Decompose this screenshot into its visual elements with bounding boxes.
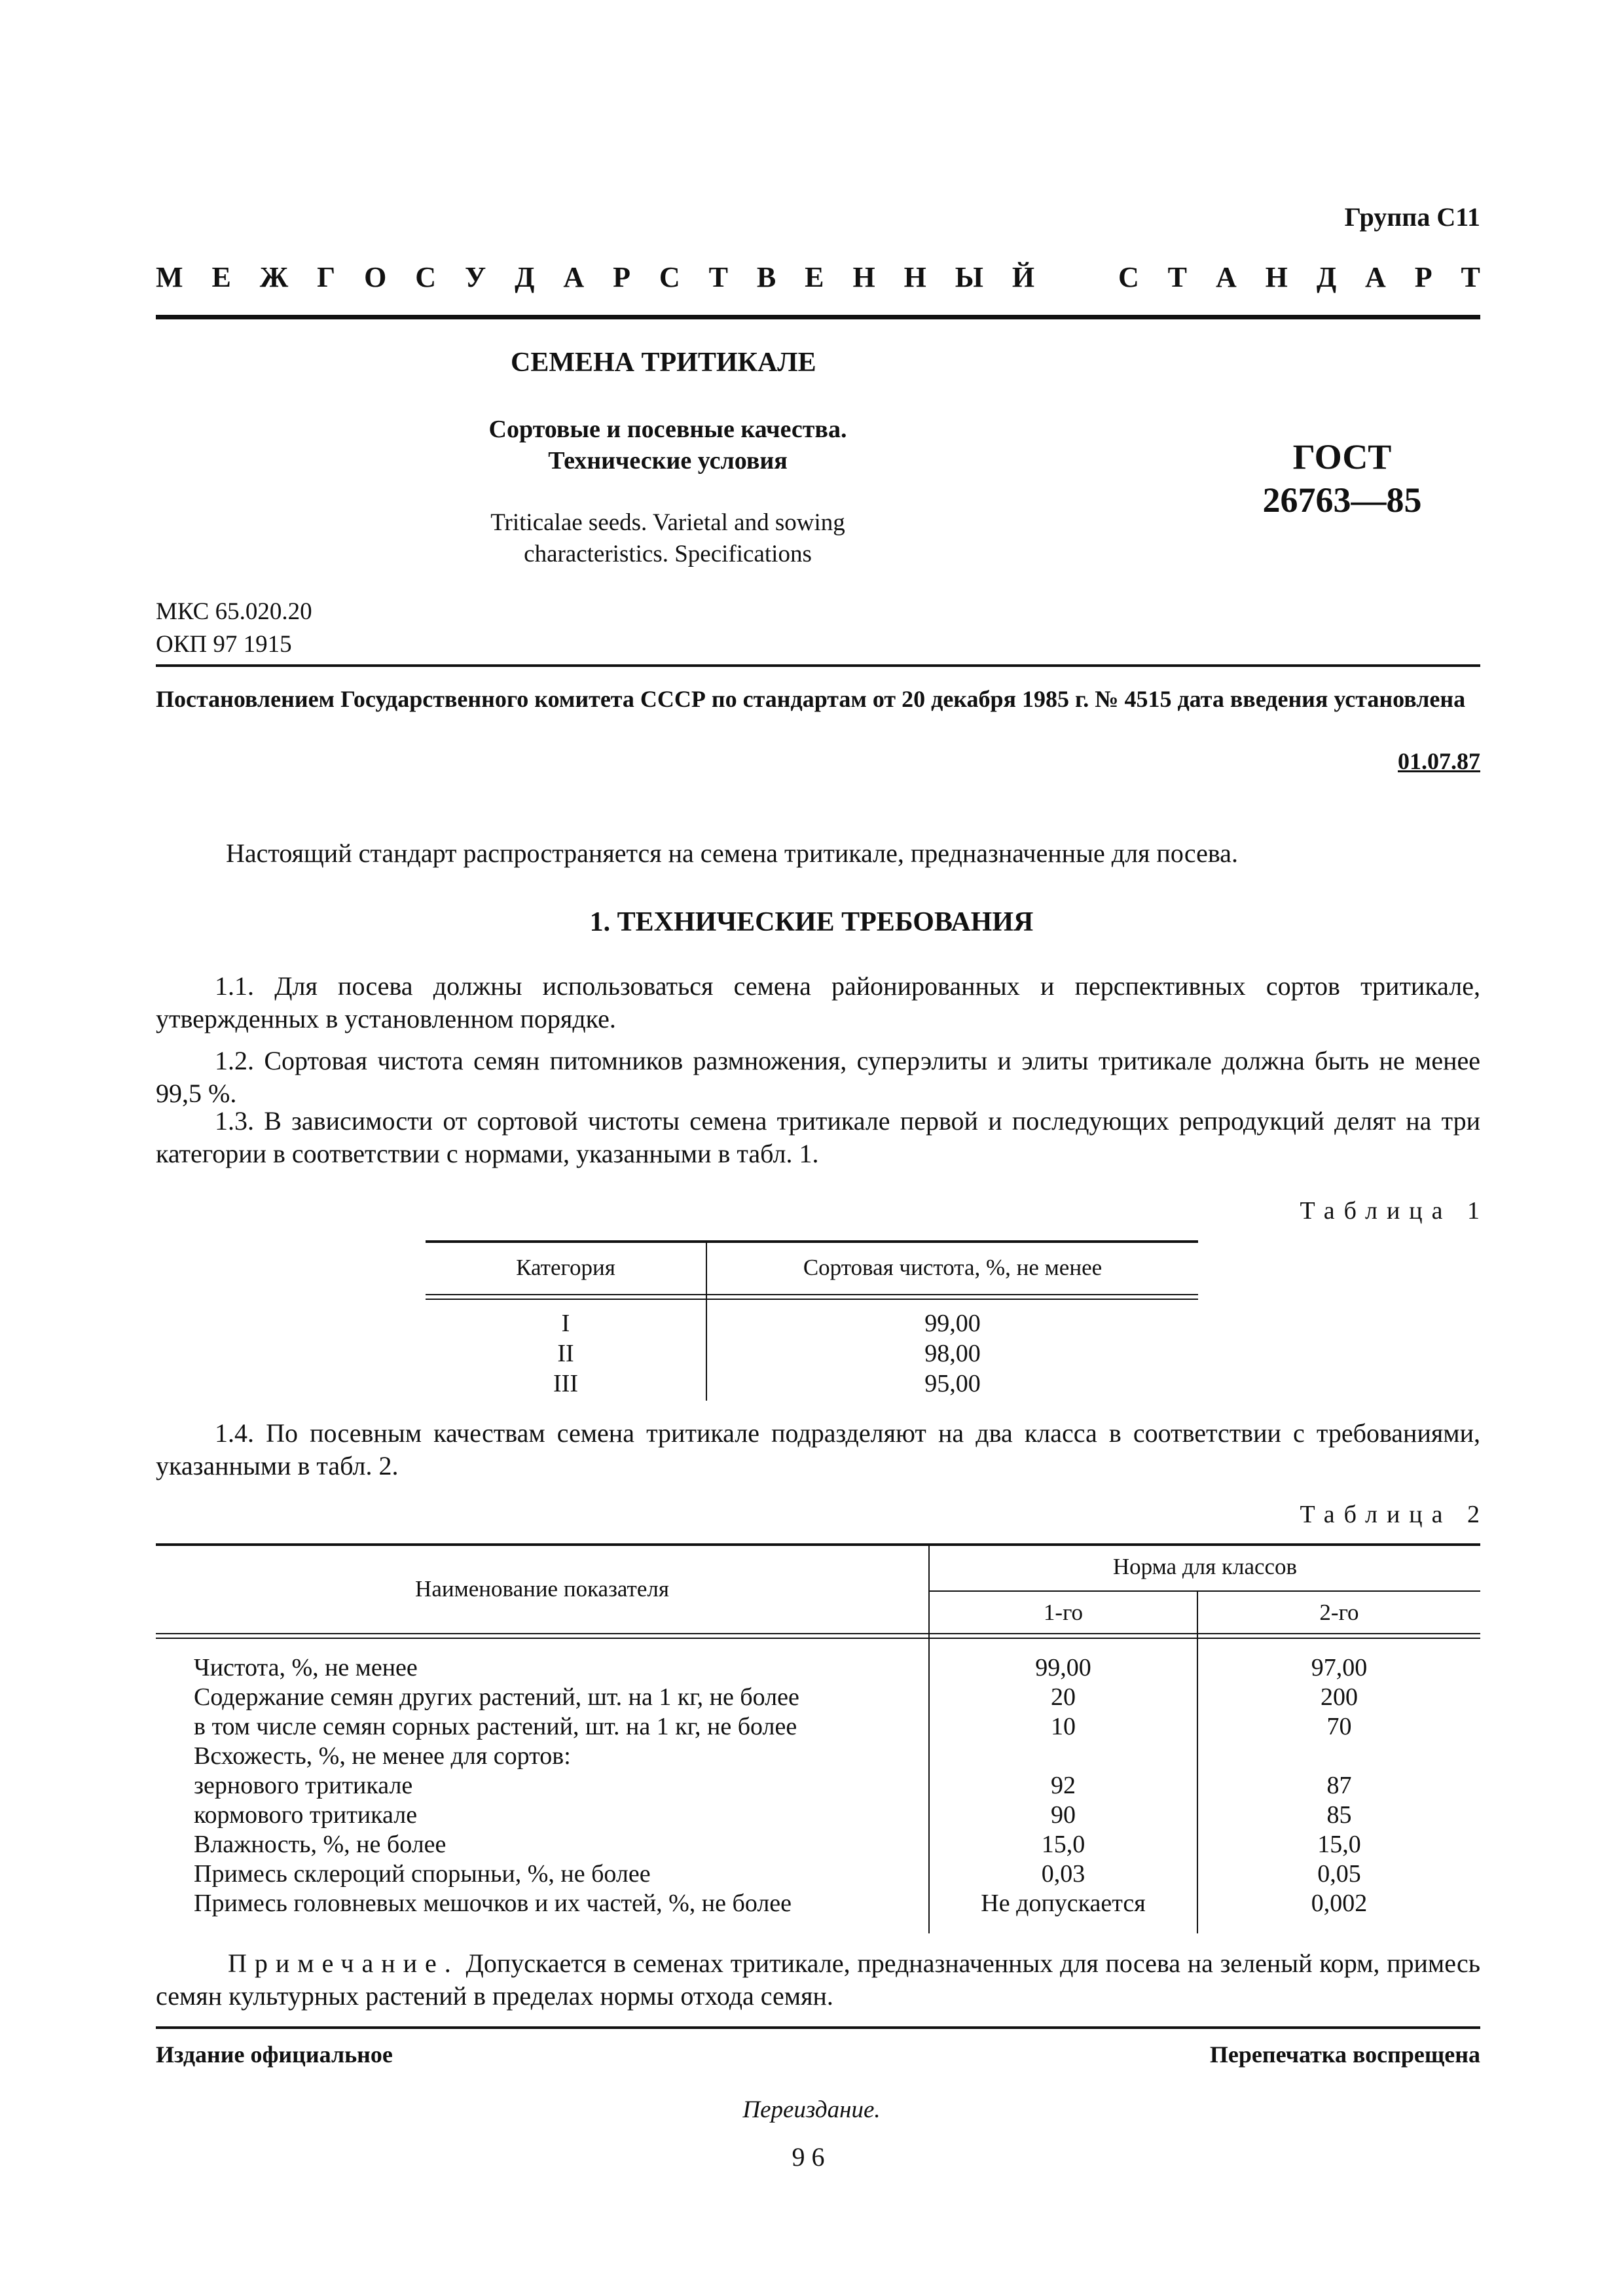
heading-letter: Н [903, 261, 926, 293]
heading-letter: С [1118, 261, 1139, 293]
heading-letter: Д [515, 261, 535, 293]
introduction-date: 01.07.87 [1398, 748, 1480, 774]
gost-code: 26763—85 [1262, 480, 1422, 520]
table-cell: 99,00 [924, 1310, 981, 1337]
table-cell: 92 [1051, 1772, 1076, 1799]
classification-codes [156, 596, 312, 661]
paragraph-1-4 [156, 1417, 1480, 1482]
gost-label: ГОСТ [1292, 437, 1392, 476]
heading-letter: Г [317, 261, 336, 293]
table-1-caption: Таблица 1 [1300, 1197, 1489, 1225]
heading-letter: М [156, 261, 183, 293]
table-row [156, 1742, 1480, 1771]
table-cell: 15,0 [1041, 1831, 1085, 1858]
heading-letter: О [364, 261, 387, 293]
header-rule [156, 315, 1480, 319]
table-cell: 95,00 [924, 1370, 981, 1397]
table-header: Наименование показателя [415, 1576, 669, 1602]
reissue-label: Переиздание. [742, 2096, 881, 2123]
table-1 [426, 1240, 1198, 1401]
table-row [156, 1683, 1480, 1712]
heading-letter: Е [805, 261, 824, 293]
table-2-caption: Таблица 2 [1300, 1501, 1489, 1528]
table-cell: 200 [1321, 1683, 1358, 1711]
table-cell: Примесь головневых мешочков и их частей, %, не более [194, 1890, 792, 1917]
section-title: 1. ТЕХНИЧЕСКИЕ ТРЕБОВАНИЯ [589, 907, 1034, 937]
footer-rule [156, 2026, 1480, 2029]
codes-rule [156, 664, 1480, 667]
subtitle-line: Технические условия [548, 447, 788, 475]
table-cell: III [553, 1370, 578, 1397]
mks-code: МКС 65.020.20 [156, 598, 312, 625]
table-row [156, 1653, 1480, 1683]
table-cell: кормового тритикале [194, 1801, 418, 1829]
table-cell: I [561, 1310, 570, 1337]
heading-letter: Й [1012, 261, 1035, 293]
reprint-notice: Перепечатка воспрещена [1209, 2041, 1480, 2068]
purity-column [707, 1308, 1198, 1399]
table-cell: 0,05 [1317, 1860, 1361, 1888]
table-header: Категория [516, 1255, 615, 1280]
table-row [156, 1889, 1480, 1918]
group-label: Группа С11 [1344, 202, 1480, 232]
table-2 [156, 1543, 1480, 1933]
table-cell: 85 [1326, 1801, 1352, 1829]
table-cell: 0,03 [1041, 1860, 1085, 1888]
table-cell: Всхожесть, %, не менее для сортов: [194, 1742, 571, 1770]
document-subtitle [419, 414, 917, 476]
english-title-line: characteristics. Specifications [524, 541, 812, 567]
paragraph-text: 1.2. Сортовая чистота семян питомников размножения, суперэлиты и элиты тритикале должна быть не менее 99,5 %. [156, 1046, 1480, 1108]
gost-number [1224, 435, 1460, 522]
table-cell: Не допускается [981, 1890, 1146, 1917]
table-note [156, 1947, 1480, 2013]
english-title-line: Triticalae seeds. Varietal and sowing [490, 509, 845, 536]
table-cell: 70 [1326, 1713, 1352, 1740]
note-text: Допускается в семенах тритикале, предназначенных для посева на зеленый корм, примесь семян культурных растений в пределах нормы отхода семян. [156, 1948, 1480, 2011]
paragraph-1-1 [156, 970, 1480, 1035]
heading-letter: Т [1461, 261, 1480, 293]
table-cell: II [557, 1340, 574, 1367]
table-header: Сортовая чистота, %, не менее [803, 1255, 1103, 1280]
heading-letter: Т [708, 261, 728, 293]
document-title: СЕМЕНА ТРИТИКАЛЕ [511, 348, 816, 378]
heading-letter: Р [613, 261, 630, 293]
table-cell: Влажность, %, не более [194, 1831, 447, 1858]
table-row [156, 1712, 1480, 1742]
heading-letter: А [563, 261, 585, 293]
note-label: Примечание. [228, 1948, 459, 1978]
table-cell: 87 [1326, 1772, 1352, 1799]
heading-letter: Н [852, 261, 875, 293]
table-row [156, 1830, 1480, 1859]
official-edition-label: Издание официальное [156, 2041, 393, 2068]
heading-letter: Ы [955, 261, 983, 293]
table-cell: 0,002 [1311, 1890, 1368, 1917]
scope-paragraph: Настоящий стандарт распространяется на семена тритикале, предназначенные для посева. [226, 838, 1238, 868]
heading-letter: В [756, 261, 776, 293]
table-cell: Чистота, %, не менее [194, 1654, 418, 1681]
heading-letter: А [1365, 261, 1386, 293]
table-header: 1-го [1043, 1600, 1084, 1625]
paragraph-text: 1.3. В зависимости от сортовой чистоты семена тритикале первой и последующих репродукций делят на три категории в соответствии с нормами, указанными в табл. 1. [156, 1106, 1480, 1168]
table-cell: 20 [1051, 1683, 1076, 1711]
heading-letter: С [659, 261, 680, 293]
interstate-standard-heading [156, 260, 1480, 300]
paragraph-1-2 [156, 1045, 1480, 1110]
table-cell: зернового тритикале [194, 1772, 413, 1799]
category-column [426, 1308, 706, 1399]
table-row [156, 1771, 1480, 1801]
heading-letter: Н [1265, 261, 1288, 293]
table-cell: Примесь склероций спорыньи, %, не более [194, 1860, 651, 1888]
subtitle-line: Сортовые и посевные качества. [488, 416, 847, 443]
table-cell: 97,00 [1311, 1654, 1368, 1681]
paragraph-text: 1.4. По посевным качествам семена тритикале подразделяют на два класса в соответствии с требованиями, указанными в табл. 2. [156, 1418, 1480, 1480]
table-cell: в том числе семян сорных растений, шт. на 1 кг, не более [194, 1713, 797, 1740]
heading-letter: У [464, 261, 486, 293]
table-row [156, 1801, 1480, 1830]
decree-text: Постановлением Государственного комитета СССР по стандартам от 20 декабря 1985 г. № 4515 дата введения установлена [156, 686, 1466, 712]
heading-letter: Е [211, 261, 231, 293]
paragraph-1-3 [156, 1105, 1480, 1170]
table-cell: 99,00 [1035, 1654, 1091, 1681]
page-number: 96 [792, 2142, 831, 2172]
heading-letter: Д [1316, 261, 1337, 293]
heading-letter: Т [1167, 261, 1188, 293]
table-header: Норма для классов [1112, 1554, 1298, 1579]
heading-letter: А [1215, 261, 1237, 293]
heading-letter: Р [1414, 261, 1432, 293]
table-cell: 10 [1051, 1713, 1076, 1740]
table-body [156, 1653, 1480, 1918]
table-header: 2-го [1319, 1600, 1359, 1625]
table-row [156, 1859, 1480, 1889]
paragraph-text: 1.1. Для посева должны использоваться семена районированных и перспективных сортов тритикале, утвержденных в установленном порядке. [156, 971, 1480, 1033]
table-cell: 90 [1051, 1801, 1076, 1829]
heading-letter: Ж [259, 261, 289, 293]
english-title [419, 507, 917, 570]
table-cell: Содержание семян других растений, шт. на 1 кг, не более [194, 1683, 799, 1711]
okp-code: ОКП 97 1915 [156, 631, 292, 658]
heading-letter: С [415, 261, 437, 293]
table-cell: 98,00 [924, 1340, 981, 1367]
table-cell: 15,0 [1317, 1831, 1361, 1858]
